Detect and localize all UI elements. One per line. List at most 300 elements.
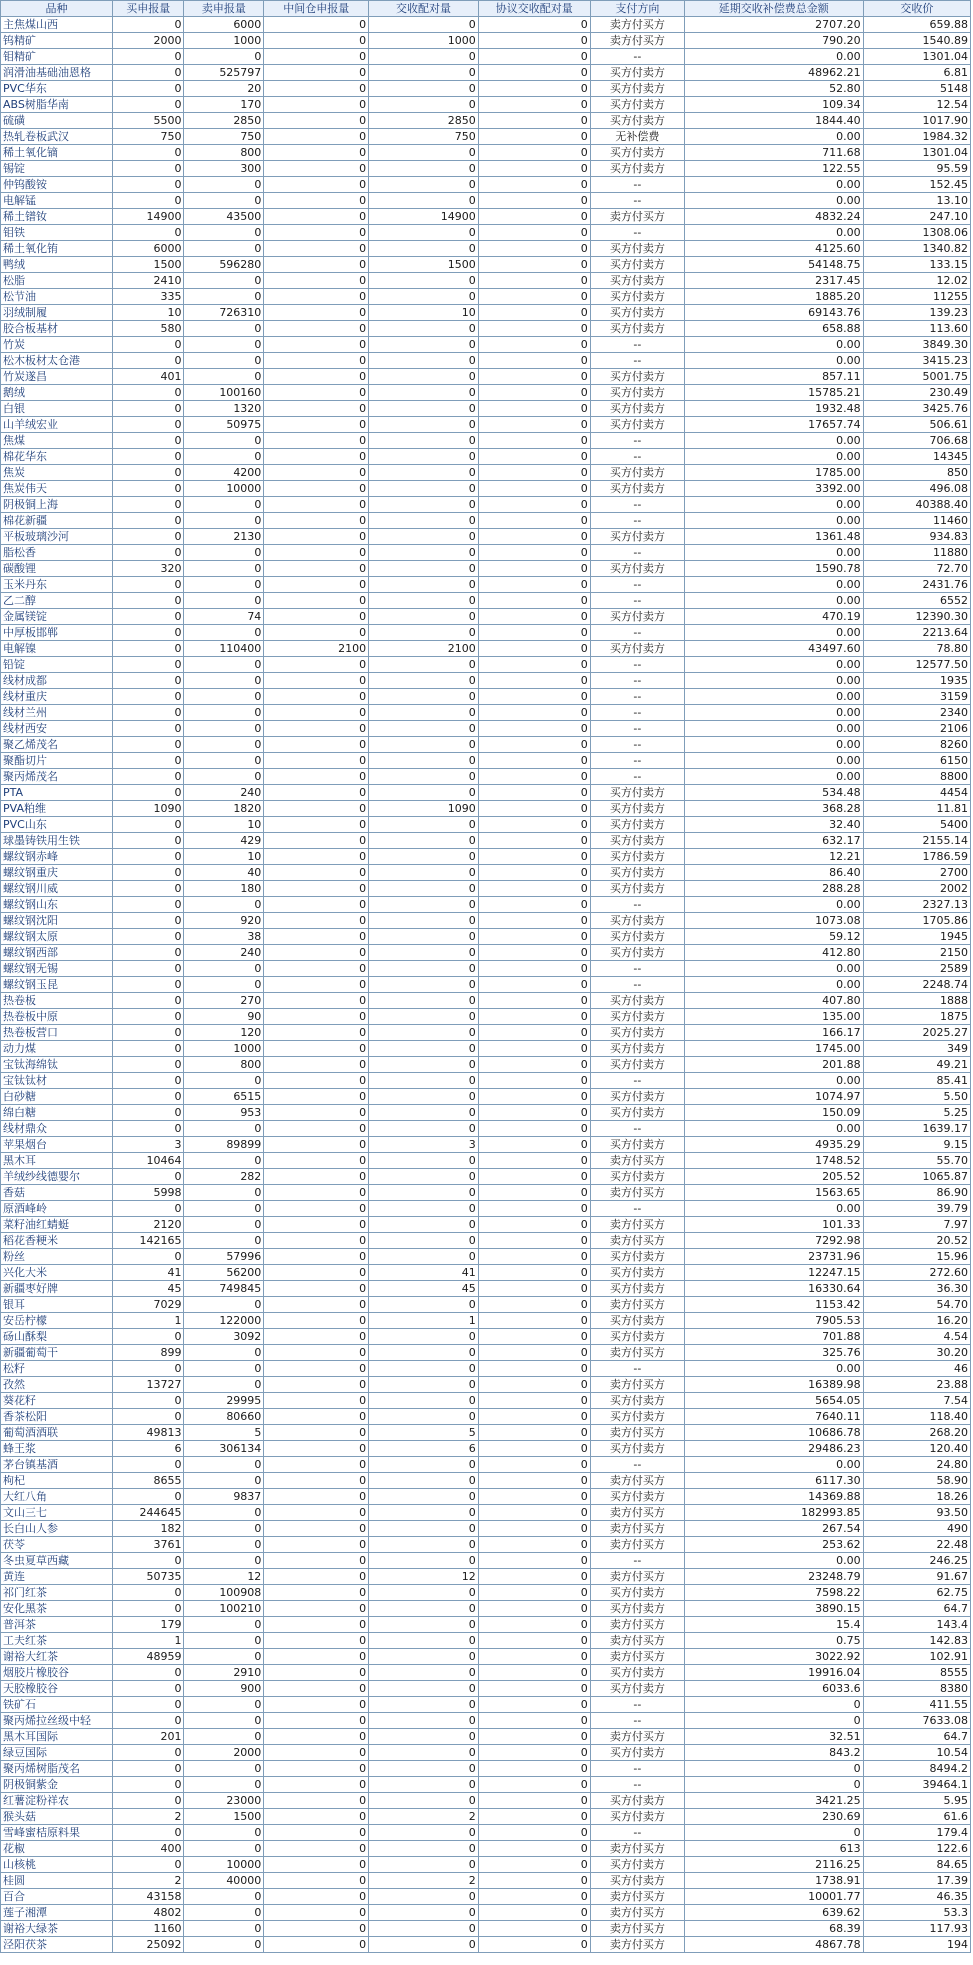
cell-agreement-qty: 0 [478, 1217, 590, 1233]
cell-pay-direction: 买方付卖方 [590, 385, 684, 401]
cell-sell-qty: 0 [184, 721, 264, 737]
cell-matched-qty: 1500 [369, 257, 479, 273]
cell-compensation: 230.69 [684, 1809, 863, 1825]
cell-sell-qty: 0 [184, 1377, 264, 1393]
cell-sell-qty: 0 [184, 1905, 264, 1921]
cell-delivery-price: 8260 [863, 737, 970, 753]
cell-pay-direction: 买方付卖方 [590, 305, 684, 321]
table-row [1, 49, 971, 65]
cell-buy-qty: 0 [113, 1857, 184, 1873]
cell-matched-qty: 0 [369, 961, 479, 977]
cell-matched-qty: 14900 [369, 209, 479, 225]
cell-delivery-price: 1875 [863, 1009, 970, 1025]
cell-sell-qty: 89899 [184, 1137, 264, 1153]
cell-buy-qty: 0 [113, 689, 184, 705]
cell-sell-qty: 596280 [184, 257, 264, 273]
cell-variety: 热轧卷板武汉 [1, 129, 113, 145]
cell-buy-qty: 0 [113, 1393, 184, 1409]
table-row [1, 1393, 971, 1409]
cell-mid-qty: 0 [264, 993, 369, 1009]
cell-matched-qty: 0 [369, 225, 479, 241]
cell-mid-qty: 0 [264, 1041, 369, 1057]
cell-variety: 螺纹钢玉昆 [1, 977, 113, 993]
table-row [1, 1905, 971, 1921]
table-row [1, 1841, 971, 1857]
cell-agreement-qty: 0 [478, 1249, 590, 1265]
table-row [1, 1153, 971, 1169]
table-row [1, 1137, 971, 1153]
cell-agreement-qty: 0 [478, 161, 590, 177]
cell-compensation: 1590.78 [684, 561, 863, 577]
table-row [1, 993, 971, 1009]
cell-mid-qty: 0 [264, 673, 369, 689]
cell-pay-direction: 卖方付买方 [590, 1217, 684, 1233]
cell-buy-qty: 0 [113, 1489, 184, 1505]
cell-pay-direction: 卖方付买方 [590, 1521, 684, 1537]
cell-agreement-qty: 0 [478, 609, 590, 625]
cell-delivery-price: 12.54 [863, 97, 970, 113]
cell-sell-qty: 10000 [184, 481, 264, 497]
cell-agreement-qty: 0 [478, 1857, 590, 1873]
cell-pay-direction: -- [590, 593, 684, 609]
cell-agreement-qty: 0 [478, 1793, 590, 1809]
cell-sell-qty: 0 [184, 1217, 264, 1233]
cell-pay-direction: 卖方付买方 [590, 1377, 684, 1393]
cell-variety: 螺纹钢西部 [1, 945, 113, 961]
cell-agreement-qty: 0 [478, 369, 590, 385]
cell-sell-qty: 240 [184, 785, 264, 801]
cell-agreement-qty: 0 [478, 465, 590, 481]
table-row [1, 1441, 971, 1457]
col-header-compensation[interactable]: 延期交收补偿费总金额 [684, 1, 863, 17]
cell-delivery-price: 4454 [863, 785, 970, 801]
cell-mid-qty: 0 [264, 1073, 369, 1089]
cell-matched-qty: 750 [369, 129, 479, 145]
cell-sell-qty: 0 [184, 1233, 264, 1249]
cell-mid-qty: 0 [264, 177, 369, 193]
cell-buy-qty: 0 [113, 337, 184, 353]
cell-delivery-price: 7633.08 [863, 1713, 970, 1729]
cell-matched-qty: 0 [369, 1249, 479, 1265]
cell-delivery-price: 2431.76 [863, 577, 970, 593]
cell-mid-qty: 0 [264, 1025, 369, 1041]
cell-mid-qty: 0 [264, 657, 369, 673]
cell-compensation: 135.00 [684, 1009, 863, 1025]
cell-matched-qty: 0 [369, 241, 479, 257]
cell-matched-qty: 0 [369, 1041, 479, 1057]
cell-matched-qty: 0 [369, 1937, 479, 1953]
cell-mid-qty: 0 [264, 497, 369, 513]
cell-matched-qty: 0 [369, 705, 479, 721]
cell-buy-qty: 0 [113, 177, 184, 193]
cell-compensation: 68.39 [684, 1921, 863, 1937]
table-row [1, 273, 971, 289]
cell-compensation: 0.00 [684, 1553, 863, 1569]
cell-agreement-qty: 0 [478, 657, 590, 673]
cell-compensation: 288.28 [684, 881, 863, 897]
cell-sell-qty: 40000 [184, 1873, 264, 1889]
cell-sell-qty: 0 [184, 593, 264, 609]
cell-matched-qty: 0 [369, 1329, 479, 1345]
cell-pay-direction: 买方付卖方 [590, 1393, 684, 1409]
cell-compensation: 19916.04 [684, 1665, 863, 1681]
cell-matched-qty: 0 [369, 1169, 479, 1185]
table-row [1, 1409, 971, 1425]
cell-variety: 文山三七 [1, 1505, 113, 1521]
cell-buy-qty: 0 [113, 913, 184, 929]
cell-matched-qty: 0 [369, 1345, 479, 1361]
cell-matched-qty: 0 [369, 1857, 479, 1873]
cell-buy-qty: 0 [113, 1761, 184, 1777]
cell-variety: 孜然 [1, 1377, 113, 1393]
cell-mid-qty: 0 [264, 305, 369, 321]
cell-compensation: 86.40 [684, 865, 863, 881]
cell-variety: 百合 [1, 1889, 113, 1905]
cell-delivery-price: 117.93 [863, 1921, 970, 1937]
cell-mid-qty: 0 [264, 321, 369, 337]
cell-variety: 鹅绒 [1, 385, 113, 401]
cell-delivery-price: 55.70 [863, 1153, 970, 1169]
cell-agreement-qty: 0 [478, 641, 590, 657]
cell-mid-qty: 0 [264, 1185, 369, 1201]
cell-pay-direction: 买方付卖方 [590, 1809, 684, 1825]
cell-compensation: 2317.45 [684, 273, 863, 289]
table-row [1, 1281, 971, 1297]
cell-pay-direction: 买方付卖方 [590, 241, 684, 257]
cell-buy-qty: 0 [113, 1457, 184, 1473]
cell-sell-qty: 0 [184, 1633, 264, 1649]
cell-agreement-qty: 0 [478, 401, 590, 417]
cell-pay-direction: -- [590, 1697, 684, 1713]
cell-buy-qty: 6 [113, 1441, 184, 1457]
cell-variety: 冬虫夏草西藏 [1, 1553, 113, 1569]
cell-variety: 螺纹钢无锡 [1, 961, 113, 977]
cell-pay-direction: 卖方付买方 [590, 1841, 684, 1857]
table-row [1, 257, 971, 273]
table-row [1, 81, 971, 97]
cell-pay-direction: 买方付卖方 [590, 609, 684, 625]
cell-pay-direction: 买方付卖方 [590, 993, 684, 1009]
cell-variety: 砀山酥梨 [1, 1329, 113, 1345]
cell-matched-qty: 0 [369, 289, 479, 305]
cell-variety: 松节油 [1, 289, 113, 305]
cell-variety: 线材成都 [1, 673, 113, 689]
cell-delivery-price: 13.10 [863, 193, 970, 209]
cell-sell-qty: 2000 [184, 1745, 264, 1761]
table-row [1, 1681, 971, 1697]
cell-sell-qty: 0 [184, 1825, 264, 1841]
cell-matched-qty: 1090 [369, 801, 479, 817]
cell-matched-qty: 0 [369, 753, 479, 769]
cell-matched-qty: 0 [369, 545, 479, 561]
cell-mid-qty: 0 [264, 145, 369, 161]
cell-agreement-qty: 0 [478, 1569, 590, 1585]
cell-agreement-qty: 0 [478, 1601, 590, 1617]
cell-variety: 球墨铸铁用生铁 [1, 833, 113, 849]
cell-delivery-price: 5.95 [863, 1793, 970, 1809]
cell-variety: 碳酸锂 [1, 561, 113, 577]
cell-pay-direction: 买方付卖方 [590, 321, 684, 337]
cell-matched-qty: 0 [369, 1585, 479, 1601]
cell-pay-direction: -- [590, 961, 684, 977]
cell-matched-qty: 0 [369, 1905, 479, 1921]
cell-mid-qty: 0 [264, 1681, 369, 1697]
cell-matched-qty: 2100 [369, 641, 479, 657]
table-row [1, 1793, 971, 1809]
cell-buy-qty: 43158 [113, 1889, 184, 1905]
cell-mid-qty: 0 [264, 1329, 369, 1345]
cell-matched-qty: 0 [369, 849, 479, 865]
cell-variety: 工夫红茶 [1, 1633, 113, 1649]
cell-buy-qty: 0 [113, 193, 184, 209]
cell-delivery-price: 78.80 [863, 641, 970, 657]
cell-delivery-price: 3415.23 [863, 353, 970, 369]
cell-pay-direction: 买方付卖方 [590, 833, 684, 849]
cell-sell-qty: 29995 [184, 1393, 264, 1409]
cell-sell-qty: 0 [184, 1649, 264, 1665]
cell-pay-direction: -- [590, 657, 684, 673]
cell-matched-qty: 0 [369, 1153, 479, 1169]
cell-compensation: 10686.78 [684, 1425, 863, 1441]
table-row [1, 1201, 971, 1217]
cell-agreement-qty: 0 [478, 1393, 590, 1409]
cell-agreement-qty: 0 [478, 929, 590, 945]
cell-compensation: 368.28 [684, 801, 863, 817]
col-header-mid-qty[interactable]: 中间仓申报量 [264, 1, 369, 17]
cell-delivery-price: 39464.1 [863, 1777, 970, 1793]
cell-pay-direction: -- [590, 177, 684, 193]
cell-pay-direction: -- [590, 337, 684, 353]
cell-buy-qty: 1160 [113, 1921, 184, 1937]
cell-variety: 硫磺 [1, 113, 113, 129]
cell-agreement-qty: 0 [478, 1937, 590, 1953]
cell-pay-direction: -- [590, 545, 684, 561]
cell-delivery-price: 1935 [863, 673, 970, 689]
cell-matched-qty: 0 [369, 1217, 479, 1233]
cell-sell-qty: 800 [184, 1057, 264, 1073]
cell-variety: 稀土镨钕 [1, 209, 113, 225]
cell-variety: 铁矿石 [1, 1697, 113, 1713]
cell-agreement-qty: 0 [478, 1329, 590, 1345]
cell-buy-qty: 1 [113, 1313, 184, 1329]
cell-delivery-price: 11255 [863, 289, 970, 305]
cell-sell-qty: 57996 [184, 1249, 264, 1265]
cell-agreement-qty: 0 [478, 705, 590, 721]
table-body [1, 17, 971, 1953]
cell-delivery-price: 64.7 [863, 1601, 970, 1617]
cell-compensation: 0.00 [684, 513, 863, 529]
cell-mid-qty: 0 [264, 865, 369, 881]
cell-mid-qty: 0 [264, 1345, 369, 1361]
table-row [1, 1713, 971, 1729]
cell-compensation: 711.68 [684, 145, 863, 161]
cell-sell-qty: 6515 [184, 1089, 264, 1105]
cell-mid-qty: 0 [264, 801, 369, 817]
cell-agreement-qty: 0 [478, 769, 590, 785]
cell-agreement-qty: 0 [478, 1505, 590, 1521]
cell-matched-qty: 0 [369, 1713, 479, 1729]
cell-matched-qty: 0 [369, 1073, 479, 1089]
cell-agreement-qty: 0 [478, 1729, 590, 1745]
cell-agreement-qty: 0 [478, 785, 590, 801]
cell-matched-qty: 0 [369, 81, 479, 97]
cell-agreement-qty: 0 [478, 1345, 590, 1361]
cell-matched-qty: 0 [369, 1921, 479, 1937]
cell-agreement-qty: 0 [478, 497, 590, 513]
cell-agreement-qty: 0 [478, 865, 590, 881]
cell-sell-qty: 0 [184, 1889, 264, 1905]
cell-variety: 新疆枣好牌 [1, 1281, 113, 1297]
cell-compensation: 253.62 [684, 1537, 863, 1553]
cell-sell-qty: 429 [184, 833, 264, 849]
cell-compensation: 0.00 [684, 49, 863, 65]
cell-delivery-price: 1705.86 [863, 913, 970, 929]
cell-buy-qty: 0 [113, 97, 184, 113]
cell-variety: 羊绒纱线德婴尔 [1, 1169, 113, 1185]
cell-delivery-price: 1308.06 [863, 225, 970, 241]
cell-agreement-qty: 0 [478, 561, 590, 577]
cell-variety: 黑木耳国际 [1, 1729, 113, 1745]
table-row [1, 369, 971, 385]
cell-mid-qty: 0 [264, 1409, 369, 1425]
cell-delivery-price: 7.54 [863, 1393, 970, 1409]
cell-buy-qty: 0 [113, 1041, 184, 1057]
col-header-pay-direction[interactable]: 支付方向 [590, 1, 684, 17]
cell-sell-qty: 0 [184, 1697, 264, 1713]
cell-variety: 螺纹钢太原 [1, 929, 113, 945]
cell-mid-qty: 0 [264, 1889, 369, 1905]
cell-delivery-price: 2025.27 [863, 1025, 970, 1041]
table-row [1, 241, 971, 257]
cell-buy-qty: 0 [113, 753, 184, 769]
cell-matched-qty: 0 [369, 529, 479, 545]
cell-agreement-qty: 0 [478, 1153, 590, 1169]
cell-matched-qty: 0 [369, 1841, 479, 1857]
cell-buy-qty: 1500 [113, 257, 184, 273]
cell-mid-qty: 0 [264, 417, 369, 433]
cell-delivery-price: 95.59 [863, 161, 970, 177]
cell-pay-direction: 卖方付买方 [590, 1505, 684, 1521]
cell-pay-direction: -- [590, 705, 684, 721]
cell-buy-qty: 0 [113, 1697, 184, 1713]
cell-buy-qty: 335 [113, 289, 184, 305]
cell-mid-qty: 0 [264, 545, 369, 561]
cell-sell-qty: 0 [184, 1073, 264, 1089]
cell-buy-qty: 5998 [113, 1185, 184, 1201]
col-header-delivery-price[interactable]: 交收价 [863, 1, 970, 17]
table-row [1, 1473, 971, 1489]
cell-delivery-price: 11880 [863, 545, 970, 561]
cell-compensation: 534.48 [684, 785, 863, 801]
table-row [1, 1297, 971, 1313]
cell-buy-qty: 400 [113, 1841, 184, 1857]
cell-variety: 平板玻璃沙河 [1, 529, 113, 545]
cell-buy-qty: 182 [113, 1521, 184, 1537]
cell-agreement-qty: 0 [478, 545, 590, 561]
col-header-buy-qty[interactable]: 买申报量 [113, 1, 184, 17]
cell-delivery-price: 496.08 [863, 481, 970, 497]
cell-variety: 焦炭伟天 [1, 481, 113, 497]
cell-buy-qty: 0 [113, 465, 184, 481]
cell-agreement-qty: 0 [478, 145, 590, 161]
cell-agreement-qty: 0 [478, 1409, 590, 1425]
cell-pay-direction: 买方付卖方 [590, 529, 684, 545]
cell-delivery-price: 6.81 [863, 65, 970, 81]
cell-sell-qty: 0 [184, 369, 264, 385]
cell-matched-qty: 0 [369, 1697, 479, 1713]
cell-delivery-price: 706.68 [863, 433, 970, 449]
cell-compensation: 0.00 [684, 225, 863, 241]
cell-matched-qty: 0 [369, 161, 479, 177]
cell-matched-qty: 0 [369, 321, 479, 337]
cell-mid-qty: 0 [264, 1937, 369, 1953]
cell-buy-qty: 5500 [113, 113, 184, 129]
cell-compensation: 4867.78 [684, 1937, 863, 1953]
cell-pay-direction: 买方付卖方 [590, 145, 684, 161]
col-header-agreement-qty[interactable]: 协议交收配对量 [478, 1, 590, 17]
col-header-variety[interactable]: 品种 [1, 1, 113, 17]
cell-matched-qty: 0 [369, 177, 479, 193]
cell-compensation: 201.88 [684, 1057, 863, 1073]
cell-buy-qty: 0 [113, 1585, 184, 1601]
cell-compensation: 0.00 [684, 129, 863, 145]
cell-delivery-price: 1301.04 [863, 49, 970, 65]
cell-sell-qty: 240 [184, 945, 264, 961]
cell-pay-direction: 买方付卖方 [590, 465, 684, 481]
cell-buy-qty: 0 [113, 1169, 184, 1185]
cell-agreement-qty: 0 [478, 225, 590, 241]
table-row [1, 177, 971, 193]
cell-variety: 大红八角 [1, 1489, 113, 1505]
cell-pay-direction: 买方付卖方 [590, 641, 684, 657]
cell-variety: 聚酯切片 [1, 753, 113, 769]
col-header-sell-qty[interactable]: 卖申报量 [184, 1, 264, 17]
table-row [1, 545, 971, 561]
cell-variety: 普洱茶 [1, 1617, 113, 1633]
cell-delivery-price: 93.50 [863, 1505, 970, 1521]
cell-mid-qty: 0 [264, 1569, 369, 1585]
cell-buy-qty: 50735 [113, 1569, 184, 1585]
cell-delivery-price: 64.7 [863, 1729, 970, 1745]
cell-compensation: 0.00 [684, 721, 863, 737]
cell-compensation: 14369.88 [684, 1489, 863, 1505]
cell-pay-direction: -- [590, 977, 684, 993]
cell-sell-qty: 0 [184, 1921, 264, 1937]
cell-buy-qty: 0 [113, 737, 184, 753]
col-header-matched-qty[interactable]: 交收配对量 [369, 1, 479, 17]
cell-variety: 香茶松阳 [1, 1409, 113, 1425]
cell-buy-qty: 0 [113, 81, 184, 97]
cell-mid-qty: 0 [264, 929, 369, 945]
cell-variety: 铅锭 [1, 657, 113, 673]
cell-delivery-price: 247.10 [863, 209, 970, 225]
cell-buy-qty: 0 [113, 1777, 184, 1793]
cell-mid-qty: 0 [264, 97, 369, 113]
cell-mid-qty: 0 [264, 481, 369, 497]
cell-agreement-qty: 0 [478, 945, 590, 961]
cell-variety: 稀土氧化镝 [1, 145, 113, 161]
cell-matched-qty: 0 [369, 1089, 479, 1105]
cell-compensation: 166.17 [684, 1025, 863, 1041]
cell-variety: 钼精矿 [1, 49, 113, 65]
cell-mid-qty: 0 [264, 369, 369, 385]
cell-matched-qty: 12 [369, 1569, 479, 1585]
table-row [1, 881, 971, 897]
cell-delivery-price: 659.88 [863, 17, 970, 33]
table-row [1, 417, 971, 433]
cell-delivery-price: 2340 [863, 705, 970, 721]
cell-variety: 竹炭遂昌 [1, 369, 113, 385]
